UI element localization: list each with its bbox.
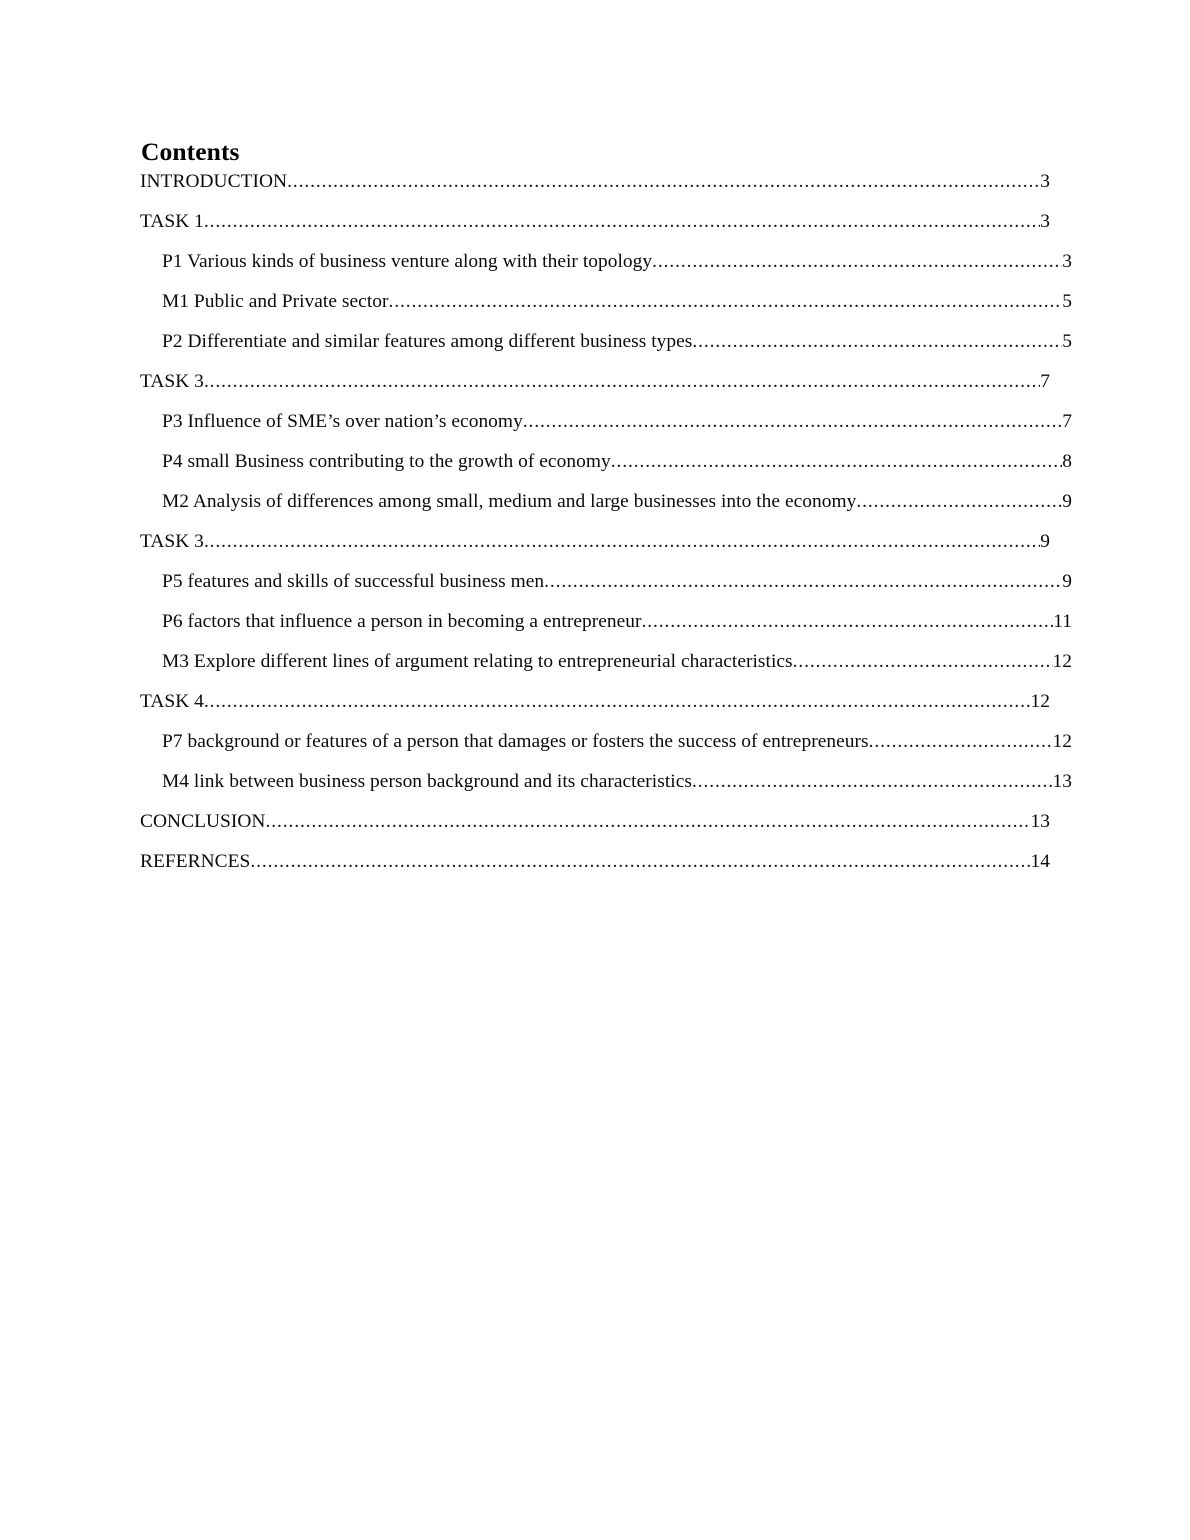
toc-entry[interactable]	[140, 172, 1050, 212]
toc-page-number: 13	[1052, 771, 1072, 792]
toc-page-number: 3	[1062, 251, 1072, 272]
toc-dot-leader	[793, 652, 1053, 671]
toc-dot-leader	[692, 332, 1062, 351]
toc-entry[interactable]	[140, 732, 1072, 772]
toc-entry[interactable]	[140, 772, 1072, 812]
toc-entry-title: M1 Public and Private sector	[162, 291, 389, 312]
toc-entry-title: P5 features and skills of successful business men	[162, 571, 545, 592]
toc-page-number: 8	[1062, 451, 1072, 472]
toc-entry-title: INTRODUCTION	[140, 171, 288, 192]
toc-dot-leader	[265, 812, 1030, 831]
toc-page-number: 12	[1052, 651, 1072, 672]
toc-dot-leader	[204, 212, 1040, 231]
toc-entry-title: P3 Influence of SME’s over nation’s economy	[162, 411, 523, 432]
toc-entry[interactable]	[140, 852, 1050, 892]
toc-entry-title: P4 small Business contributing to the growth of economy	[162, 451, 611, 472]
toc-entry[interactable]	[140, 652, 1072, 692]
toc-page-number: 9	[1062, 571, 1072, 592]
toc-dot-leader	[287, 172, 1040, 191]
toc-entry-title: P1 Various kinds of business venture along with their topology	[162, 251, 653, 272]
toc-dot-leader	[652, 252, 1062, 271]
toc-entry[interactable]	[140, 212, 1050, 252]
toc-entry-title: TASK 1	[140, 211, 204, 232]
toc-entry-title: M2 Analysis of differences among small, medium and large businesses into the economy	[162, 491, 857, 512]
toc-dot-leader	[204, 372, 1040, 391]
toc-page-number: 11	[1053, 611, 1072, 632]
toc-entry[interactable]	[140, 532, 1050, 572]
toc-page-number: 9	[1062, 491, 1072, 512]
toc-entry[interactable]	[140, 332, 1072, 372]
toc-entry-title: TASK 3	[140, 531, 204, 552]
toc-entry-title: REFERNCES	[140, 851, 251, 872]
toc-page-number: 7	[1062, 411, 1072, 432]
table-of-contents	[140, 171, 1072, 892]
toc-page-number: 9	[1040, 531, 1050, 552]
toc-dot-leader	[642, 612, 1054, 631]
toc-entry[interactable]	[140, 252, 1072, 292]
toc-entry[interactable]	[140, 292, 1072, 332]
toc-entry[interactable]	[140, 612, 1072, 652]
toc-dot-leader	[250, 852, 1030, 871]
toc-entry[interactable]	[140, 492, 1072, 532]
toc-entry[interactable]	[140, 812, 1050, 852]
toc-page-number: 12	[1030, 691, 1050, 712]
toc-page-number: 3	[1040, 211, 1050, 232]
toc-dot-leader	[692, 772, 1053, 791]
toc-entry-title: P7 background or features of a person that damages or fosters the success of entrepreneurs	[162, 731, 869, 752]
toc-entry[interactable]	[140, 452, 1072, 492]
toc-dot-leader	[523, 412, 1062, 431]
page-title: Contents	[141, 137, 240, 166]
toc-page-number: 7	[1040, 371, 1050, 392]
toc-dot-leader	[389, 292, 1063, 311]
toc-page-number: 3	[1040, 171, 1050, 192]
toc-entry-title: TASK 4	[140, 691, 204, 712]
toc-dot-leader	[544, 572, 1062, 591]
toc-page-number: 14	[1030, 851, 1050, 872]
toc-entry-title: TASK 3	[140, 371, 204, 392]
toc-page-number: 13	[1030, 811, 1050, 832]
toc-entry[interactable]	[140, 572, 1072, 612]
toc-entry-title: P6 factors that influence a person in becoming a entrepreneur	[162, 611, 642, 632]
toc-page-number: 5	[1062, 291, 1072, 312]
toc-page-number: 12	[1052, 731, 1072, 752]
toc-dot-leader	[204, 692, 1031, 711]
toc-dot-leader	[869, 732, 1053, 751]
toc-entry[interactable]	[140, 692, 1050, 732]
toc-entry[interactable]	[140, 412, 1072, 452]
toc-entry-title: M3 Explore different lines of argument relating to entrepreneurial characteristics	[162, 651, 793, 672]
toc-entry-title: CONCLUSION	[140, 811, 266, 832]
toc-entry[interactable]	[140, 372, 1050, 412]
toc-dot-leader	[204, 532, 1040, 551]
toc-dot-leader	[856, 492, 1062, 511]
toc-entry-title: P2 Differentiate and similar features among different business types	[162, 331, 693, 352]
toc-page-number: 5	[1062, 331, 1072, 352]
toc-entry-title: M4 link between business person background and its characteristics	[162, 771, 692, 792]
toc-dot-leader	[611, 452, 1063, 471]
